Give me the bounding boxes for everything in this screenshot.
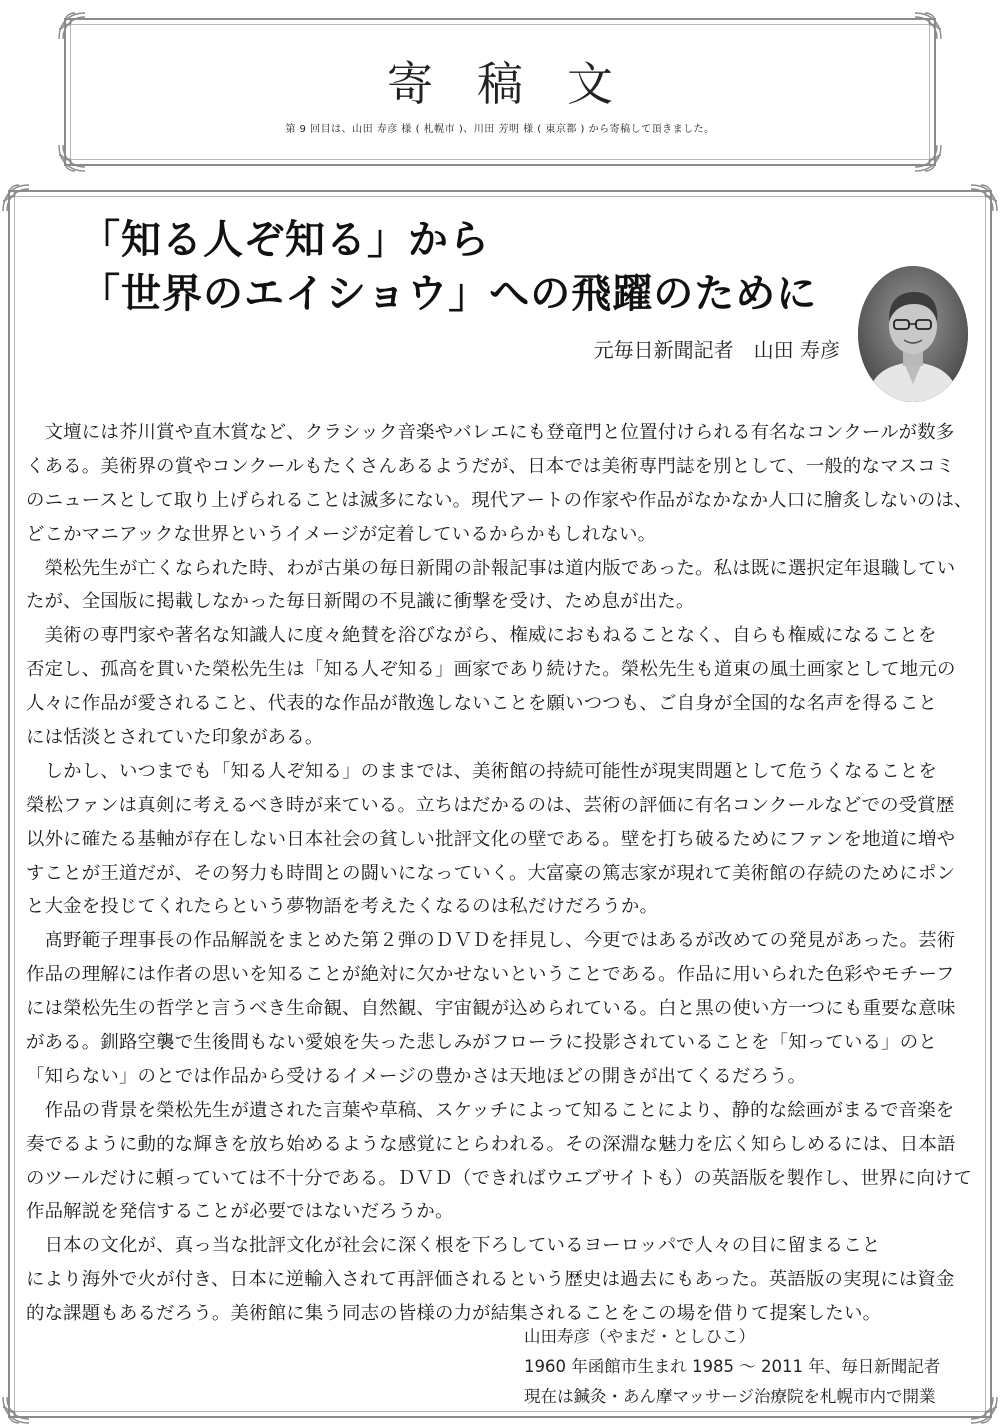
article-text-line: がある。釧路空襲で生後間もない愛娘を失った悲しみがフローラに投影されていることを「知っている」のと — [26, 1032, 937, 1054]
article-byline: 元毎日新聞記者 山田 寿彦 — [593, 338, 840, 362]
author-portrait — [858, 266, 968, 402]
page-title: 寄稿文 — [387, 57, 657, 111]
article-text-line: 否定し、孤高を貫いた榮松先生は「知る人ぞ知る」画家であり続けた。榮松先生も道東の風土画家として地元の — [26, 659, 956, 681]
article-text-line: 榮松先生が亡くなられた時、わが古巣の毎日新聞の訃報記事は道内版であった。私は既に選択定年退職してい — [26, 557, 956, 579]
article-text-line: たが、全国版に掲載しなかった毎日新聞の不見識に衝撃を受け、ため息が出た。 — [26, 591, 695, 613]
article-text-line: すことが王道だが、その努力も時間との闘いになっていく。大富豪の篤志家が現れて美術館の存続のためにポン — [26, 862, 956, 884]
article-text-line: 日本の文化が、真っ当な批評文化が社会に深く根を下ろしているヨーロッパで人々の目に留まること — [26, 1235, 881, 1257]
article-text-line: のツールだけに頼っていては不十分である。ＤＶＤ（できればウエブサイトも）の英語版を製作し、世界に向けて — [26, 1167, 973, 1189]
article-headline-line-2: 「世界のエイショウ」への飛躍のために — [80, 270, 818, 317]
header-box — [64, 18, 936, 166]
article-text-line: と大金を投じてくれたらという夢物語を考えたくなるのは私だけだろうか。 — [26, 896, 659, 918]
article-text-line: のニュースとして取り上げられることは滅多にない。現代アートの作家や作品がなかなか人口に膾炙しないのは、 — [26, 489, 973, 511]
article-text-line: どこかマニアックな世界というイメージが定着しているからかもしれない。 — [26, 523, 657, 545]
article-text-line: 以外に確たる基軸が存在しない日本社会の貧しい批評文化の壁である。壁を打ち破るためにファンを地道に増や — [26, 828, 956, 850]
article-text-line: くある。美術界の賞やコンクールもたくさんあるようだが、日本では美術専門誌を別として、一般的なマスコミ — [26, 455, 955, 477]
article-text-line: 作品の理解には作者の思いを知ることが絶対に欠かせないということである。作品に用いられた色彩やモチーフ — [26, 964, 955, 986]
article-text-line: 髙野範子理事長の作品解説をまとめた第２弾のＤＶＤを拝見し、今更ではあるが改めての発見があった。芸術 — [26, 930, 956, 952]
ornament-corner-icon — [1, 1395, 31, 1425]
ornament-corner-icon — [57, 11, 87, 41]
article-text-line: 文壇には芥川賞や直木賞など、クラシック音楽やバレエにも登竜門と位置付けられる有名なコンクールが数多 — [26, 422, 955, 443]
ornament-corner-icon — [969, 183, 999, 213]
article-text-line: 作品の背景を榮松先生が遺された言葉や草稿、スケッチによって知ることにより、静的な絵画がまるで音楽を — [26, 1099, 955, 1121]
author-current: 現在は鍼灸・あん摩マッサージ治療院を札幌市内で開業 — [524, 1387, 936, 1406]
article-text-line: 奏でるように動的な輝きを放ち始めるような感覚にとらわれる。その深淵な魅力を広く知らしめるには、日本語 — [26, 1133, 956, 1155]
ornament-corner-icon — [913, 143, 943, 173]
author-career: 1960 年函館市生まれ 1985 ～ 2011 年、毎日新聞記者 — [524, 1357, 941, 1376]
ornament-corner-icon — [57, 143, 87, 173]
ornament-corner-icon — [913, 11, 943, 41]
article-text-line: には榮松先生の哲学と言うべき生命観、自然観、宇宙観が込められている。白と黒の使い方一つにも重要な意味 — [26, 998, 956, 1020]
article-text-line: 榮松ファンは真剣に考えるべき時が来ている。立ちはだかるのは、芸術の評価に有名コンクールなどでの受賞歴 — [26, 794, 955, 816]
article-text-line: により海外で火が付き、日本に逆輸入されて再評価されるという歴史は過去にもあった。英語版の実現には資金 — [26, 1269, 955, 1291]
article-text-line: 人々に作品が愛されること、代表的な作品が散逸しないことを願いつつも、ご自身が全国的な名声を得ること — [26, 693, 937, 715]
ornament-corner-icon — [1, 183, 31, 213]
author-name: 山田寿彦（やまだ・としひこ） — [524, 1327, 755, 1346]
author-profile — [524, 1322, 984, 1412]
article-text-line: しかし、いつまでも「知る人ぞ知る」のままでは、美術館の持続可能性が現実問題として危うくなることを — [26, 760, 937, 782]
page-subtitle: 第 9 回目は、山田 寿彦 様 ( 札幌市 )、川田 芳明 様 ( 東京都 ) から寄稿して頂きました。 — [285, 124, 715, 135]
article-text-line: 美術の専門家や著名な知識人に度々絶賛を浴びながら、権威におもねることなく、自らも権威になることを — [26, 625, 937, 647]
article-headline-line-1: 「知る人ぞ知る」から — [80, 216, 490, 263]
article-text-line: 的な課題もあるだろう。美術館に集う同志の皆様の力が結集されることをこの場を借りて提案したい。 — [26, 1303, 882, 1325]
article-text-line: 作品解説を発信することが必要ではないだろうか。 — [26, 1201, 454, 1223]
article-text-line: 「知らない」のとでは作品から受けるイメージの豊かさは天地ほどの開きが出てくるだろう。 — [26, 1065, 807, 1087]
article-text-line: には恬淡とされていた印象がある。 — [26, 727, 324, 749]
article-body — [26, 416, 978, 1331]
